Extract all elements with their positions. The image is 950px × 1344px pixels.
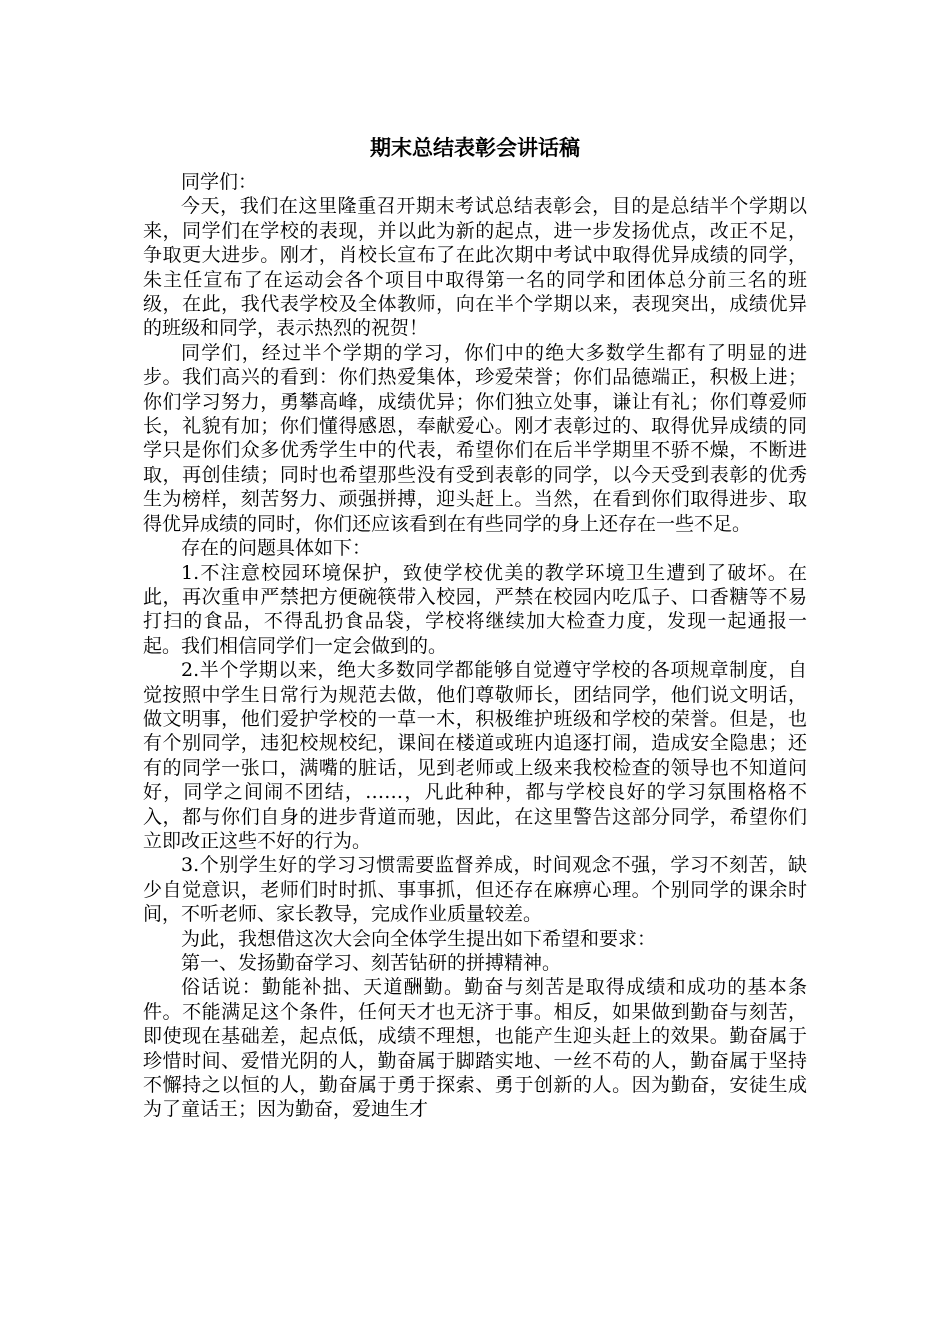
paragraph: 存在的问题具体如下： xyxy=(181,537,372,560)
document-body xyxy=(143,170,807,1122)
document-title: 期末总结表彰会讲话稿 xyxy=(370,136,580,160)
paragraph: 今天，我们在这里隆重召开期末考试总结表彰会，目的是总结半个学期以来，同学们在学校的表现，并以此为新的起点，进一步发扬优点，改正不足，争取更大进步。刚才，肖校长宣布了在此次期中考试中取得优异成绩的同学，朱主任宣布了在运动会各个项目中取得第一名的同学和团体总分前三名的班级，在此，我代表学校及全体教师，向在半个学期以来，表现突出，成绩优异的班级和同学，表示热烈的祝贺！ xyxy=(143,195,807,340)
paragraph: 3.个别学生好的学习习惯需要监督养成，时间观念不强，学习不刻苦，缺少自觉意识，老师们时时抓、事事抓，但还存在麻痹心理。个别同学的课余时间，不听老师、家长教导，完成作业质量较差。 xyxy=(143,854,807,926)
section-heading: 第一、发扬勤奋学习、刻苦钻研的拼搏精神。 xyxy=(181,952,562,974)
paragraph: 同学们，经过半个学期的学习，你们中的绝大多数学生都有了明显的进步。我们高兴的看到：你们热爱集体，珍爱荣誉；你们品德端正，积极上进；你们学习努力，勇攀高峰，成绩优异；你们独立处事，谦让有礼；你们尊爱师长，礼貌有加；你们懂得感恩，奉献爱心。刚才表彰过的、取得优异成绩的同学只是你们众多优秀学生中的代表，希望你们在后半学期里不骄不燥，不断进取，再创佳绩；同时也希望那些没有受到表彰的同学，以今天受到表彰的优秀生为榜样，刻苦努力、顽强拼搏，迎头赶上。当然，在看到你们取得进步、取得优异成绩的同时，你们还应该看到在有些同学的身上还存在一些不足。 xyxy=(143,341,807,535)
document-page xyxy=(143,128,807,1122)
paragraph: 1.不注意校园环境保护，致使学校优美的教学环境卫生遭到了破坏。在此，再次重申严禁把方便碗筷带入校园，严禁在校园内吃瓜子、口香糖等不易打扫的食品，不得乱扔食品袋，学校将继续加大检查力度，发现一起通报一起。我们相信同学们一定会做到的。 xyxy=(143,561,807,657)
paragraph-salutation: 同学们： xyxy=(181,171,258,193)
paragraph: 2.半个学期以来，绝大多数同学都能够自觉遵守学校的各项规章制度，自觉按照中学生日常行为规范去做，他们尊敬师长，团结同学，他们说文明话，做文明事，他们爱护学校的一草一木，积极维护班级和学校的荣誉。但是，也有个别同学，违犯校规校纪，课间在楼道或班内追逐打闹，造成安全隐患；还有的同学一张口，满嘴的脏话，见到老师或上级来我校检查的领导也不知道问好，同学之间闹不团结，……，凡此种种，都与学校良好的学习氛围格格不入，都与你们自身的进步背道而驰，因此，在这里警告这部分同学，希望你们立即改正这些不好的行为。 xyxy=(143,659,807,852)
paragraph: 为此，我想借这次大会向全体学生提出如下希望和要求： xyxy=(181,927,657,950)
paragraph: 俗话说：勤能补拙、天道酬勤。勤奋与刻苦是取得成绩和成功的基本条件。不能满足这个条件，任何天才也无济于事。相反，如果做到勤奋与刻苦，即使现在基础差，起点低，成绩不理想，也能产生迎头赶上的效果。勤奋属于珍惜时间、爱惜光阴的人，勤奋属于脚踏实地、一丝不苟的人，勤奋属于坚持不懈持之以恒的人，勤奋属于勇于探索、勇于创新的人。因为勤奋，安徒生成为了童话王；因为勤奋，爱迪生才 xyxy=(143,976,807,1121)
